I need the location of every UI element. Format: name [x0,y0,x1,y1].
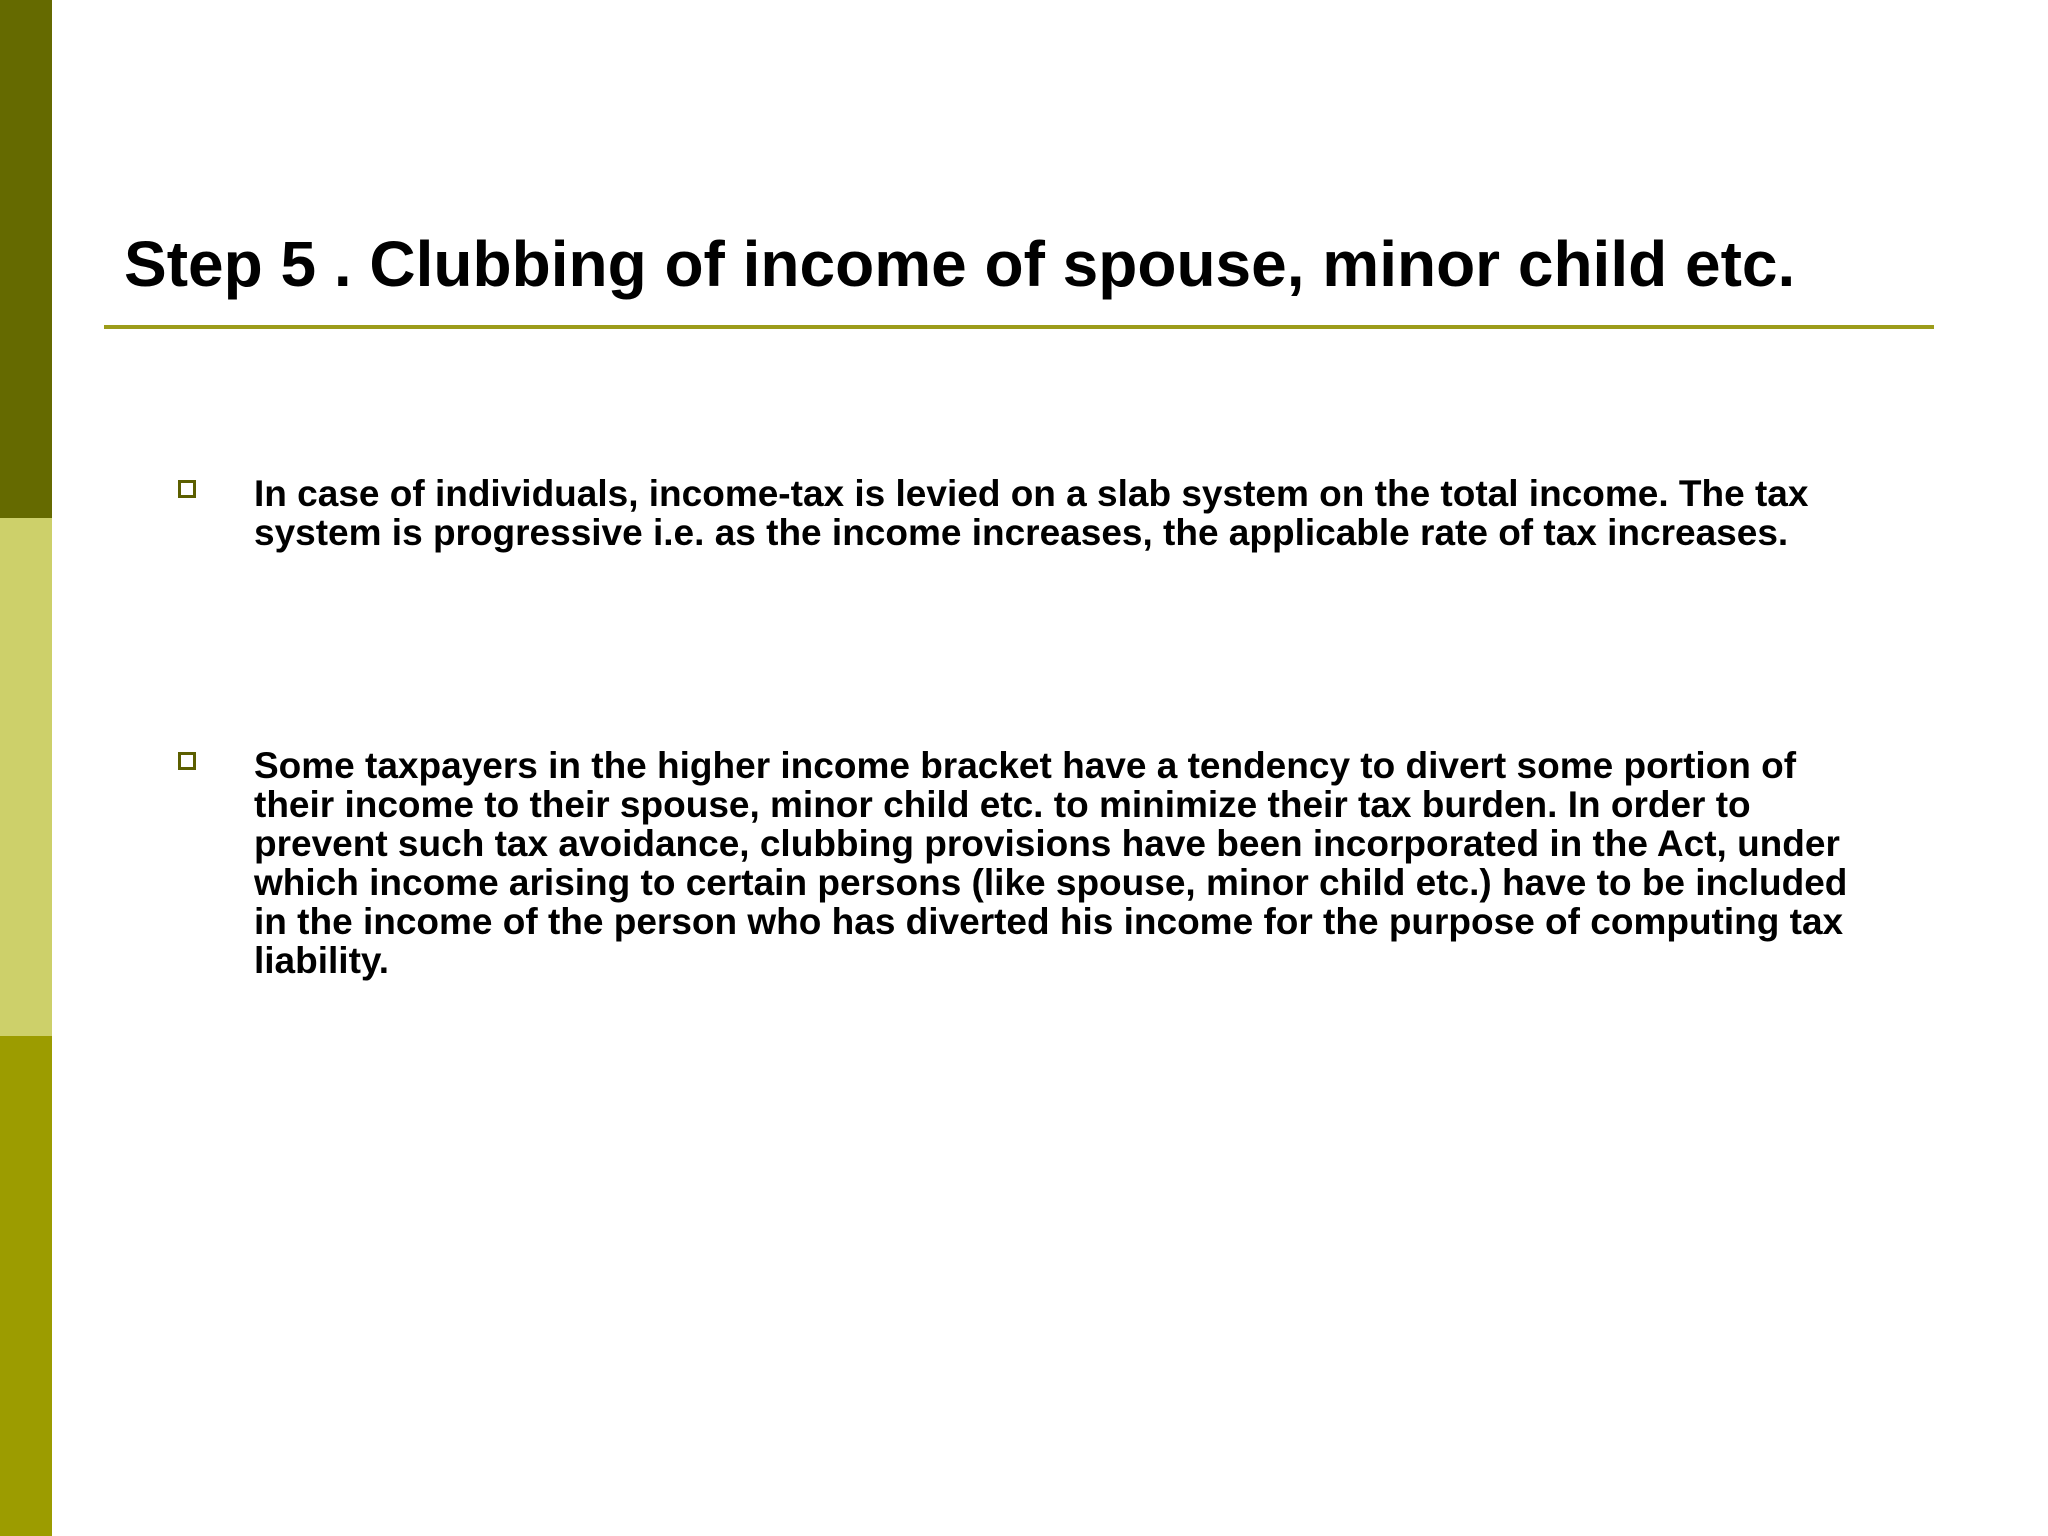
side-band-middle [0,518,52,1036]
square-bullet-icon [178,752,196,770]
square-bullet-icon [178,480,196,498]
title-underline [104,325,1934,329]
bullet-text: Some taxpayers in the higher income bracket have a tendency to divert some portion of their income to their spouse, minor child etc. to minimize their tax burden. In order to prevent such tax avoidance, clubbing provisions have been incorporated in the Act, under which income arising to certain persons (like spouse, minor child etc.) have to be included in the income of the person who has diverted his income for the purpose of computing tax liability. [254,745,1848,981]
side-band-bottom [0,1036,52,1536]
bullet-text: In case of individuals, income-tax is levied on a slab system on the total income. The tax system is progressive i.e. as the income increases, the applicable rate of tax increases. [254,473,1809,553]
side-band-top [0,0,52,518]
slide-title: Step 5 . Clubbing of income of spouse, minor child etc. [124,228,1796,300]
